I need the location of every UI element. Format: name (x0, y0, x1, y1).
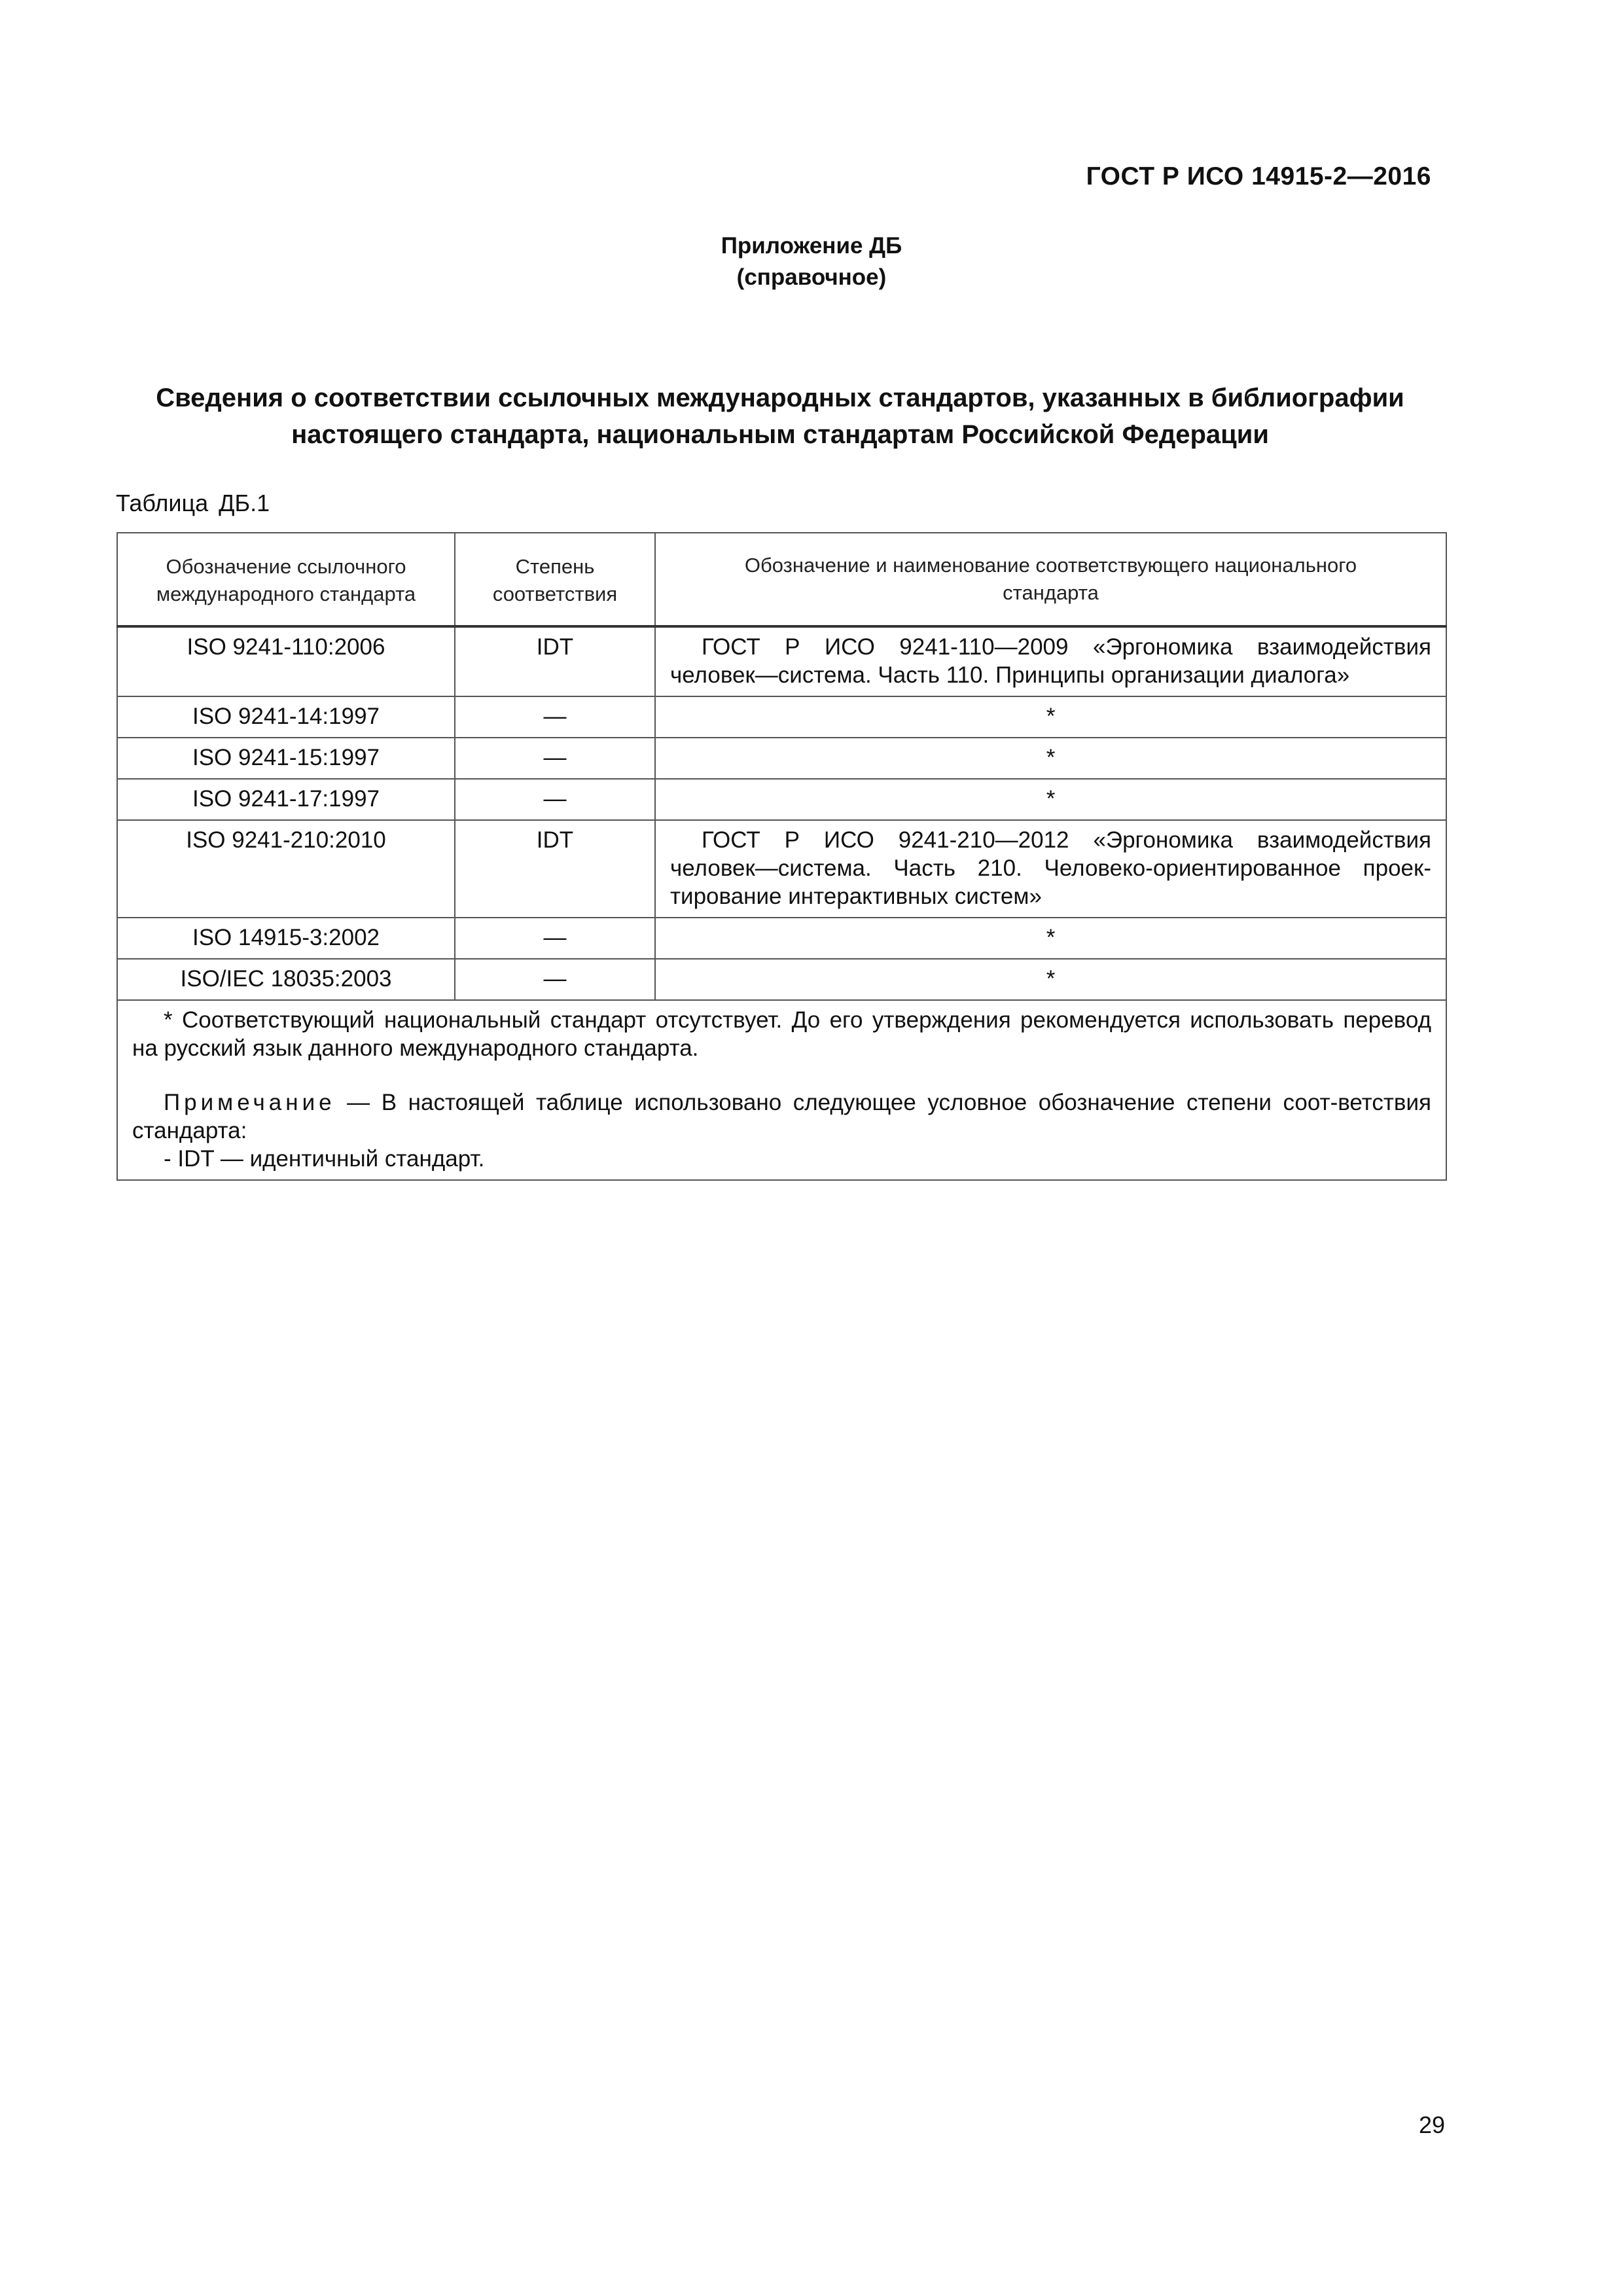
cell-degree: — (455, 918, 655, 959)
section-title-line1: Сведения о соответствии ссылочных международных стандартов, указанных в библиографии (156, 384, 1404, 412)
cell-ref: ISO/IEC 18035:2003 (117, 959, 455, 1000)
note-item (132, 1145, 1431, 1173)
document-code: ГОСТ Р ИСО 14915-2—2016 (1086, 162, 1431, 190)
cell-ref: ISO 9241-17:1997 (117, 779, 455, 820)
note-label: Примечание (164, 1090, 336, 1115)
table-label (116, 490, 270, 517)
cell-national: * (655, 696, 1446, 738)
page-number: 29 (1418, 2111, 1445, 2138)
table-footer (117, 1000, 1446, 1180)
appendix-subtitle: (справочное) (736, 264, 887, 290)
note-item-text: - IDT — идентичный стандарт. (164, 1146, 485, 1172)
footnote (132, 1006, 1431, 1062)
cell-ref: ISO 14915-3:2002 (117, 918, 455, 959)
table-label-prefix: Таблица (116, 490, 209, 516)
cell-ref: ISO 9241-15:1997 (117, 738, 455, 779)
cell-degree: — (455, 738, 655, 779)
cell-national: * (655, 918, 1446, 959)
table-row (117, 626, 1446, 696)
cell-national: * (655, 779, 1446, 820)
header-ref-standard: Обозначение ссылочного международного стандарта (117, 533, 455, 626)
cell-degree: IDT (455, 820, 655, 918)
cell-national-text: ГОСТ Р ИСО 9241-110—2009 «Эргономика взаимодействия человек—система. Часть 110. Принципы организации диалога» (670, 634, 1431, 688)
cell-national: * (655, 959, 1446, 1000)
header-degree: Степень соответствия (455, 533, 655, 626)
correspondence-table (116, 532, 1447, 1181)
table-row (117, 918, 1446, 959)
table-row (117, 696, 1446, 738)
cell-national: * (655, 738, 1446, 779)
cell-degree: — (455, 959, 655, 1000)
table-label-number: ДБ.1 (219, 490, 270, 516)
note-text: — В настоящей таблице использовано следующее условное обозначение степени соот-ветствия стандарта: (132, 1090, 1431, 1143)
section-title (115, 380, 1445, 453)
table-footer-row (117, 1000, 1446, 1180)
cell-ref: ISO 9241-14:1997 (117, 696, 455, 738)
table-row (117, 820, 1446, 918)
cell-degree: IDT (455, 626, 655, 696)
cell-national (655, 626, 1446, 696)
cell-national (655, 820, 1446, 918)
footnote-text: * Соответствующий национальный стандарт отсутствует. До его утверждения рекомендуется использовать перевод на русский язык данного международного стандарта. (132, 1007, 1431, 1061)
table-row (117, 779, 1446, 820)
note (132, 1088, 1431, 1145)
header-national-standard: Обозначение и наименование соответствующего национального стандарта (655, 533, 1446, 626)
appendix-heading (0, 230, 1623, 293)
table-row (117, 738, 1446, 779)
section-title-line2: настоящего стандарта, национальным стандартам Российской Федерации (291, 420, 1269, 449)
cell-national-text: ГОСТ Р ИСО 9241-210—2012 «Эргономика взаимодействия человек—система. Часть 210. Человеко-ориентированное проек-тирование интерактивных систем» (670, 827, 1431, 909)
cell-degree: — (455, 779, 655, 820)
cell-degree: — (455, 696, 655, 738)
table-header-row (117, 533, 1446, 626)
table-row (117, 959, 1446, 1000)
cell-ref: ISO 9241-110:2006 (117, 626, 455, 696)
appendix-title: Приложение ДБ (721, 233, 902, 259)
cell-ref: ISO 9241-210:2010 (117, 820, 455, 918)
